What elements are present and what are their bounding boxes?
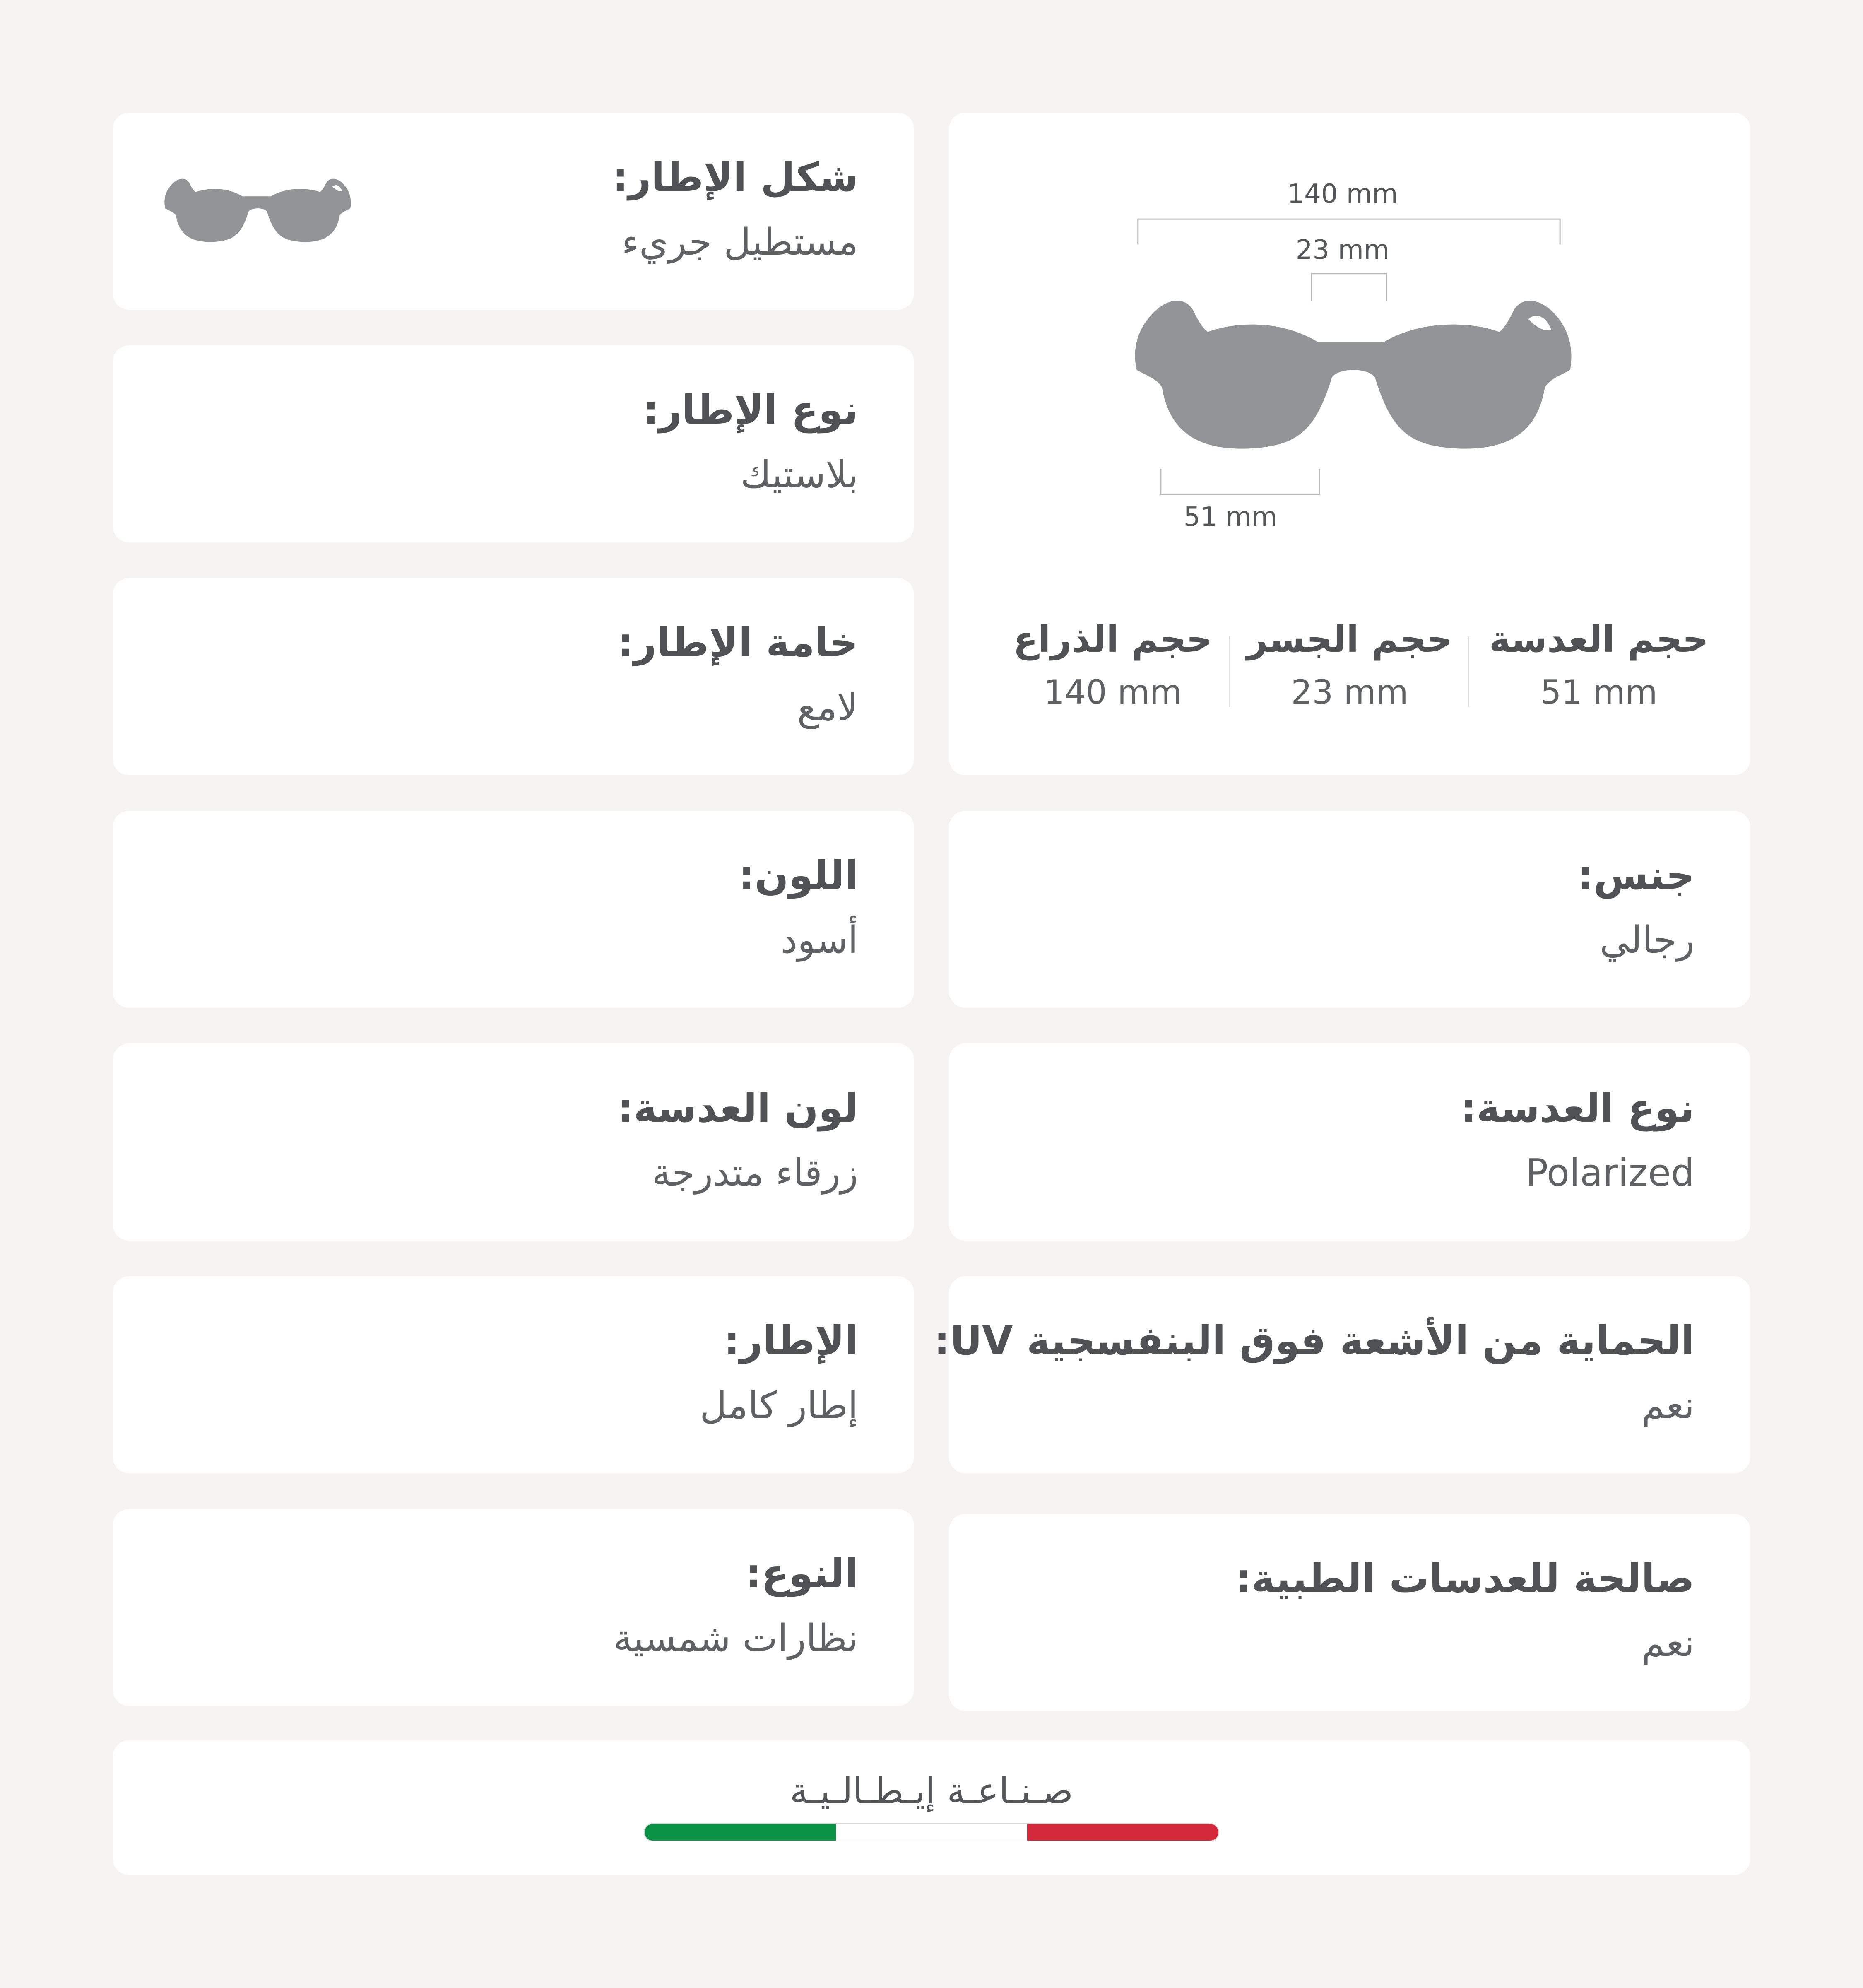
gender-label: جنس: bbox=[1577, 852, 1695, 899]
frame-type-label: نوع الإطار: bbox=[643, 387, 858, 433]
made-in-italy-text: صـنـاعـة إيـطـالـيـة bbox=[789, 1769, 1074, 1812]
temple-size-value: 140 mm bbox=[1044, 673, 1182, 711]
sunglasses-thumbnail-icon bbox=[162, 175, 353, 245]
color-card bbox=[113, 811, 914, 1008]
bridge-dimension: 23 mm bbox=[1295, 235, 1390, 265]
rx-ready-value: نعم bbox=[1641, 1622, 1695, 1665]
frame-shape-value: مستطيل جريء bbox=[621, 220, 858, 264]
gender-value: رجالي bbox=[1600, 918, 1695, 962]
italian-flag-bar bbox=[644, 1823, 1219, 1841]
total-width-dimension: 140 mm bbox=[1287, 179, 1398, 210]
measure-divider bbox=[1468, 636, 1469, 707]
rx-ready-label: صالحة للعدسات الطبية: bbox=[1235, 1555, 1695, 1602]
temple-size-label: حجم الذراع bbox=[1013, 618, 1213, 660]
frame-shape-label: شكل الإطار: bbox=[612, 154, 858, 200]
bridge-size-measure bbox=[1234, 618, 1466, 711]
sunglasses-dimensions-diagram bbox=[949, 113, 1750, 547]
lens-type-value: Polarized bbox=[1525, 1151, 1695, 1195]
temple-size-measure bbox=[997, 618, 1229, 711]
frame-finish-value: لامع bbox=[797, 686, 858, 729]
lens-color-label: لون العدسة: bbox=[617, 1085, 858, 1131]
lens-size-measure bbox=[1483, 618, 1715, 711]
flag-white-stripe bbox=[836, 1824, 1027, 1841]
lens-dimension: 51 mm bbox=[1183, 502, 1278, 533]
rx-ready-card bbox=[949, 1514, 1750, 1711]
color-label: اللون: bbox=[739, 852, 858, 899]
rim-value: إطار كامل bbox=[700, 1384, 858, 1427]
uv-protection-label: الحماية من الأشعة فوق البنفسجية UV: bbox=[934, 1318, 1695, 1364]
lens-size-label: حجم العدسة bbox=[1489, 618, 1709, 660]
color-value: أسود bbox=[781, 918, 858, 962]
flag-red-stripe bbox=[1027, 1824, 1218, 1841]
frame-shape-card bbox=[113, 113, 914, 310]
frame-finish-card bbox=[113, 578, 914, 775]
measure-divider bbox=[1229, 636, 1230, 707]
uv-protection-card bbox=[934, 1276, 1750, 1473]
rim-card bbox=[113, 1276, 914, 1473]
lens-size-value: 51 mm bbox=[1540, 673, 1658, 711]
uv-protection-value: نعم bbox=[1641, 1384, 1695, 1427]
size-diagram-card bbox=[949, 113, 1750, 775]
lens-bracket bbox=[1161, 469, 1319, 494]
category-value: نظارات شمسية bbox=[613, 1617, 858, 1660]
lens-color-value: زرقاء متدرجة bbox=[652, 1151, 858, 1195]
lens-type-label: نوع العدسة: bbox=[1461, 1085, 1695, 1131]
frame-type-card bbox=[113, 345, 914, 542]
category-card bbox=[113, 1509, 914, 1706]
lens-color-card bbox=[113, 1043, 914, 1241]
frame-type-value: بلاستيك bbox=[740, 453, 858, 496]
flag-green-stripe bbox=[645, 1824, 836, 1841]
category-label: النوع: bbox=[745, 1550, 858, 1597]
lens-type-card bbox=[949, 1043, 1750, 1241]
gender-card bbox=[949, 811, 1750, 1008]
made-in-italy-card bbox=[113, 1740, 1750, 1875]
rim-label: الإطار: bbox=[724, 1318, 858, 1364]
bridge-bracket bbox=[1312, 274, 1386, 301]
bridge-size-label: حجم الجسر bbox=[1247, 618, 1453, 660]
frame-finish-label: خامة الإطار: bbox=[618, 619, 858, 666]
bridge-size-value: 23 mm bbox=[1291, 673, 1408, 711]
